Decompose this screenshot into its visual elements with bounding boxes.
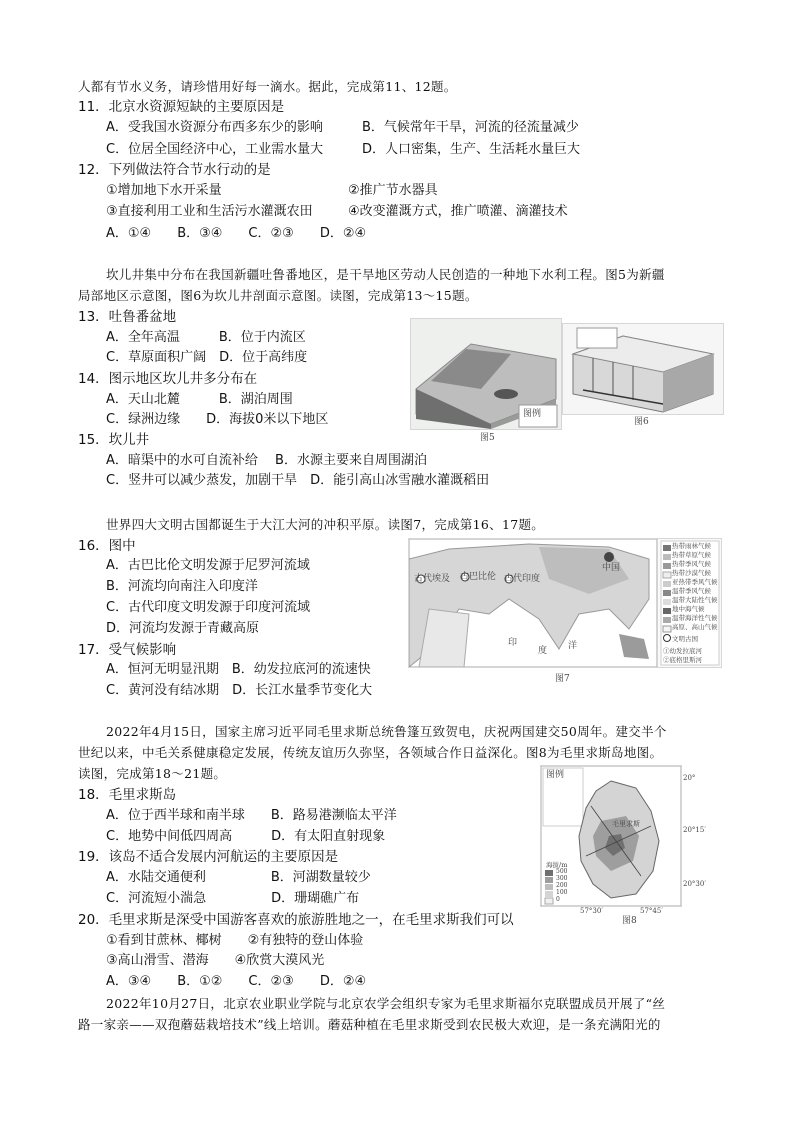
q12-item-4: ④改变灌溉方式，推广喷灌、滴灌技术 [348,204,568,219]
figure-8-caption: 图8 [622,916,637,926]
elevation-title: 海拔/m [546,861,568,869]
q16-option-a: A．古巴比伦文明发源于尼罗河流域 [106,558,310,573]
legend-note-euphrates: ①幼发拉底河 [663,647,702,655]
q18-options-row-2: C．地势中间低四周高 D．有太阳直射现象 [106,829,386,844]
question-11: 11．北京水资源短缺的主要原因是 [78,99,285,115]
q19-options-row-2: C．河流短小湍急 D．珊瑚礁广布 [106,891,360,906]
legend-tropical-rainforest: 热带雨林气候 [672,542,711,550]
intro-last-line-1: 2022年10月27日，北京农业职业学院与北京农学会组织专家为毛里求斯福尔克联盟成员开展了“丝 [106,996,666,1011]
figure-5-caption: 图5 [480,433,495,443]
question-14: 14．图示地区坎儿井多分布在 [78,371,258,387]
intro-last-line-2: 路一家亲——双孢蘑菇栽培技术”线上培训。蘑菇种植在毛里求斯受到农民极大欢迎，是一条充满阳光的 [78,1017,661,1032]
legend-tropical-desert: 热带沙漠气候 [672,569,711,577]
q15-options-row-2: C．竖井可以减少蒸发，加剧干旱 D．能引高山冰雪融水灌溉稻田 [106,473,490,488]
figure-6-caption: 图6 [634,417,649,427]
question-20: 20．毛里求斯是深受中国游客喜欢的旅游胜地之一，在毛里求斯我们可以 [78,912,514,928]
q16-option-d: D．河流均发源于青藏高原 [106,621,260,636]
question-12: 12．下列做法符合节水行动的是 [78,162,271,178]
coord-20-15: 20°15′ [683,826,706,834]
elevation-200: 200 [556,882,568,889]
q12-item-2: ②推广节水器具 [348,183,438,198]
q20-answers: A．③④ B．①② C．②③ D．②④ [106,974,367,989]
q16-option-c: C．古代印度文明发源于印度河流域 [106,600,311,615]
q18-options-row-1: A．位于西半球和南半球 B．路易港濒临太平洋 [106,808,397,823]
elevation-0: 0 [556,896,560,903]
figure-5-legend-title: 图例 [523,409,542,419]
intro-karez-line-1: 坎儿井集中分布在我国新疆吐鲁番地区，是干旱地区劳动人民创造的一种地下水利工程。图5为新疆 [106,267,665,282]
map-label-china: 中国 [602,563,621,573]
intro-civilizations: 世界四大文明古国都诞生于大江大河的冲积平原。读图7，完成第16、17题。 [106,517,545,532]
map-label-mauritius: 毛里求斯 [612,820,640,828]
q12-answers: A．①④ B．③④ C．②③ D．②④ [106,226,367,241]
intro-karez-line-2: 局部地区示意图，图6为坎儿井剖面示意图。读图，完成第13～15题。 [78,288,478,303]
coord-20-30: 20°30′ [683,880,706,888]
legend-subtropical-monsoon: 亚热带季风气候 [672,578,718,586]
q19-options-row-1: A．水陆交通便利 B．河湖数量较少 [106,870,371,885]
map-label-babylon: 古巴比伦 [460,572,497,582]
legend-temperate-continental: 温带大陆性气候 [672,596,718,604]
q20-items-row-2: ③高山滑雪、潜海 ④欣赏大漠风光 [106,953,325,968]
intro-water: 人都有节水义务，请珍惜用好每一滴水。据此，完成第11、12题。 [78,79,457,94]
figure-8-legend-title: 图例 [546,770,565,780]
coord-20: 20° [683,774,696,782]
q11-option-b: B．气候常年干旱，河流的径流量减少 [362,120,579,135]
q20-items-row-1: ①看到甘蔗林、椰树 ②有独特的登山体验 [106,933,364,948]
q17-options-row-2: C．黄河没有结冰期 D．长江水量季节变化大 [106,683,373,698]
q12-item-3: ③直接利用工业和生活污水灌溉农田 [106,204,313,219]
question-18: 18．毛里求斯岛 [78,787,177,803]
map-label-india: 古代印度 [504,574,541,584]
intro-mauritius-line-3: 读图，完成第18～21题。 [78,766,227,781]
question-16: 16．图中 [78,538,136,554]
figure-6-diagram [562,323,724,415]
legend-tropical-savanna: 热带草原气候 [672,551,711,559]
legend-note-tigris: ②底格里斯河 [663,656,702,664]
elevation-500: 500 [556,868,568,875]
map-label-egypt: 古代埃及 [414,574,451,584]
legend-temperate-maritime: 温带海洋性气候 [672,614,718,622]
q16-option-b: B．河流均向南注入印度洋 [106,579,258,594]
q11-option-d: D．人口密集，生产、生活耗水量巨大 [362,142,581,157]
question-17: 17．受气候影响 [78,642,177,658]
q14-options-row-1: A．天山北麓 B．湖泊周围 [106,392,293,407]
map-label-ocean-1: 印 [508,638,518,648]
legend-mediterranean: 地中海气候 [672,605,705,613]
elevation-300: 300 [556,875,568,882]
legend-temperate-monsoon: 温带季风气候 [672,587,711,595]
question-15: 15．坎儿井 [78,432,150,448]
legend-tropical-monsoon: 热带季风气候 [672,560,711,568]
q11-option-a: A．受我国水资源分布西多东少的影响 [106,120,323,135]
coord-57-45: 57°45′ [640,907,663,915]
q14-options-row-2: C．绿洲边缘 D．海拔0米以下地区 [106,412,329,427]
figure-7-caption: 图7 [555,674,570,684]
elevation-100: 100 [556,889,568,896]
q17-options-row-1: A．恒河无明显汛期 B．幼发拉底河的流速快 [106,662,371,677]
question-13: 13．吐鲁番盆地 [78,309,177,325]
q13-options-row-2: C．草原面积广阔 D．位于高纬度 [106,350,308,365]
intro-mauritius-line-1: 2022年4月15日，国家主席习近平同毛里求斯总统鲁篷互致贺电，庆祝两国建交50周年。建交半个 [106,724,667,739]
intro-mauritius-line-2: 世纪以来，中毛关系健康稳定发展，传统友谊历久弥坚，各领域合作日益深化。图8为毛里求斯岛地图。 [78,745,663,760]
q11-option-c: C．位居全国经济中心，工业需水量大 [106,142,324,157]
coord-57-30: 57°30′ [580,907,603,915]
karez-profile-image [563,324,723,414]
question-19: 19．该岛不适合发展内河航运的主要原因是 [78,849,339,865]
legend-ancient-civilization: 文明古国 [672,635,698,643]
map-label-ocean-3: 洋 [568,641,578,651]
legend-highland: 高原、高山气候 [672,623,718,631]
q12-item-1: ①增加地下水开采量 [106,183,222,198]
q13-options-row-1: A．全年高温 B．位于内流区 [106,330,306,345]
map-label-ocean-2: 度 [538,646,548,656]
q15-options-row-1: A．暗渠中的水可自流补给 B．水源主要来自周围湖泊 [106,453,427,468]
